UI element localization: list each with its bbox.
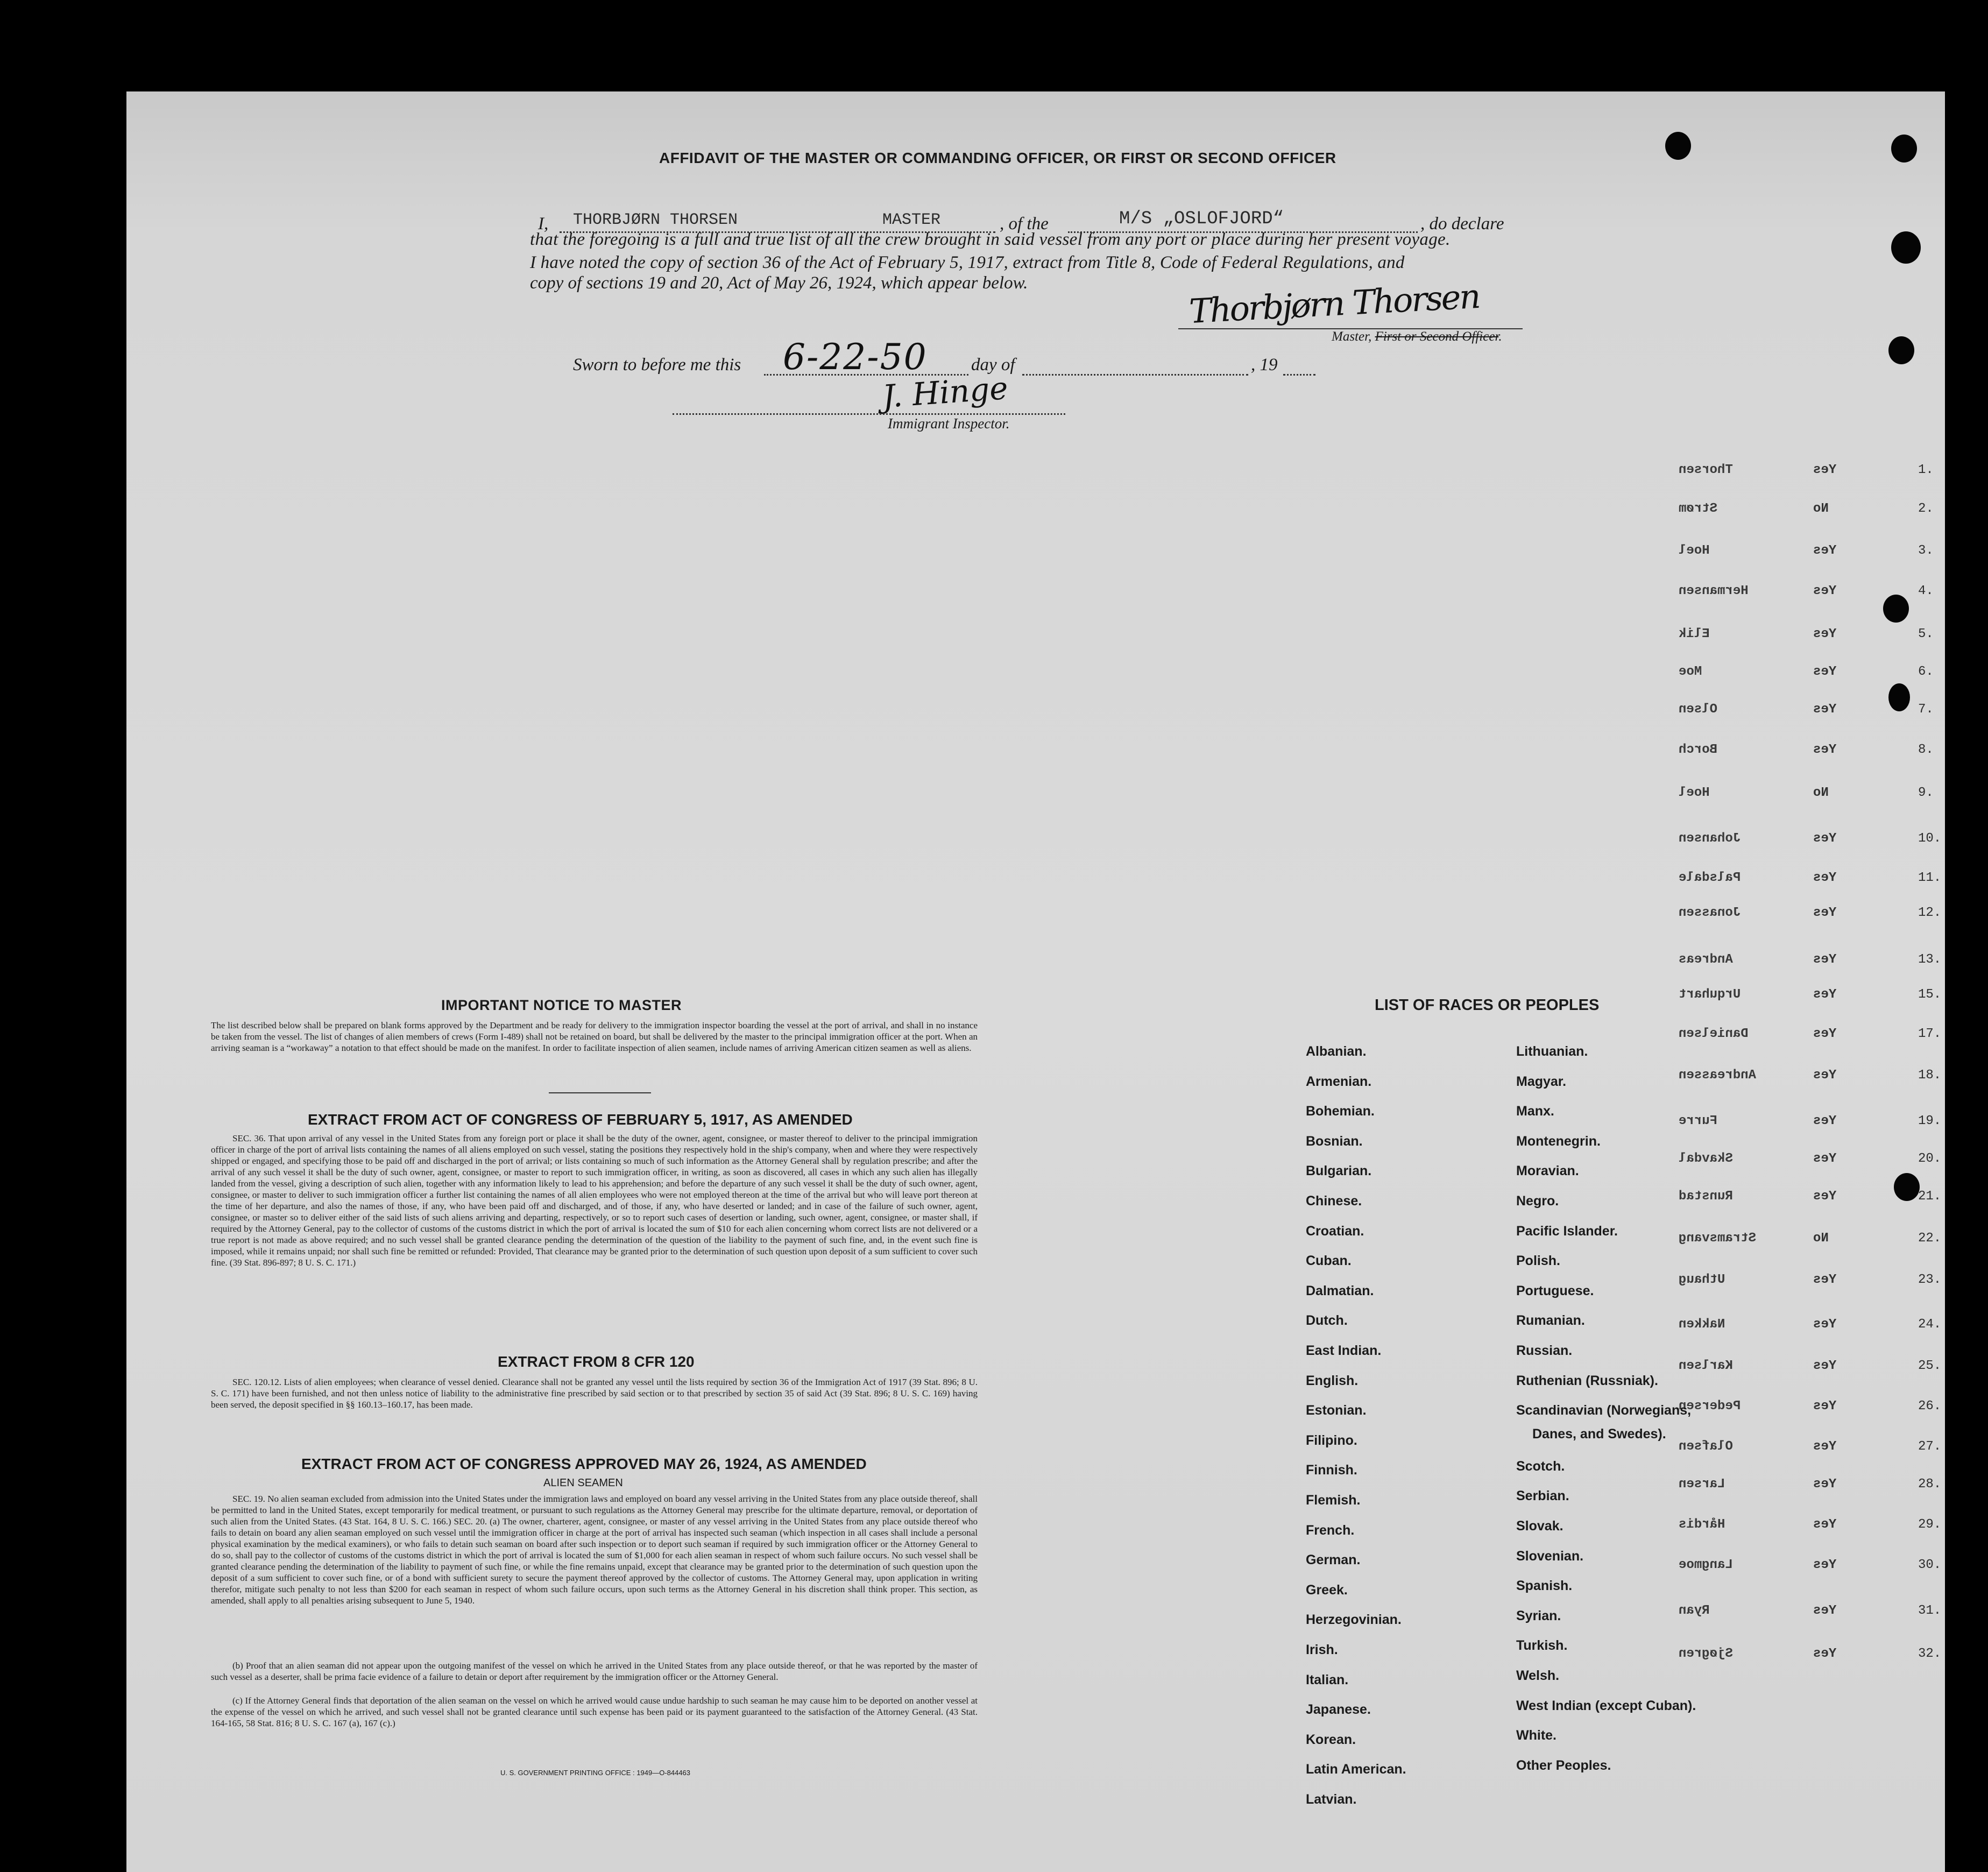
notice-body: The list described below shall be prepared on blank forms approved by the Department and be ready for delivery to the immigration inspector boarding the vessel at the port of arrival, and shall in no instance be taken from the vessel. The list of changes of alien members of crews (Form I-489) shall not be retained on board, but shall be delivered by the master to the principal immigration officer at the port. When an arriving seaman is a “workaway” a notation to that effect should be made on the manifest. In order to facilitate inspection of alien seamen, include names of arriving American citizen seamen as well as aliens. [211,1020,978,1053]
row-number: 31. [1918,1603,1942,1618]
race-item: Slovak. [1516,1518,1563,1534]
race-item: Scotch. [1516,1458,1565,1474]
row-number: 4. [1918,584,1934,598]
row-citizen-flag: No [1813,501,1829,516]
race-item: Slovenian. [1516,1548,1584,1564]
row-number: 25. [1918,1359,1942,1373]
row-citizen-flag: No [1813,786,1829,800]
row-surname: Furre [1679,1114,1718,1128]
row-citizen-flag: Yes [1813,871,1837,885]
race-item: Croatian. [1306,1223,1364,1239]
row-surname: Moe [1679,665,1702,679]
row-number: 5. [1918,627,1934,641]
row-number: 2. [1918,501,1934,516]
row-citizen-flag: Yes [1813,1647,1837,1661]
printing-office-line: U. S. GOVERNMENT PRINTING OFFICE : 1949—O-844463 [500,1769,691,1777]
race-item: Magyar. [1516,1073,1567,1089]
row-number: 7. [1918,702,1934,717]
race-item: English. [1306,1373,1359,1388]
race-item: Dutch. [1306,1313,1348,1329]
race-item: Latvian. [1306,1792,1357,1807]
row-number: 24. [1918,1317,1942,1332]
caption-master: Master, [1332,329,1372,344]
race-item: Japanese. [1306,1702,1371,1718]
extract-1924-subtitle: ALIEN SEAMEN [543,1477,623,1489]
race-item: Spanish. [1516,1578,1573,1594]
caption-end: . [1498,329,1502,344]
row-surname: Olafsen [1679,1439,1733,1454]
row-surname: Sjøgren [1679,1647,1733,1661]
row-surname: Hermansen [1679,584,1749,598]
row-number: 22. [1918,1231,1942,1246]
row-number: 12. [1918,906,1942,920]
row-citizen-flag: Yes [1813,702,1837,717]
row-citizen-flag: Yes [1813,1399,1837,1414]
row-citizen-flag: Yes [1813,1558,1837,1572]
race-item: East Indian. [1306,1343,1382,1358]
caption-struck: First or Second Officer [1375,329,1499,344]
race-item: Montenegrin. [1516,1133,1601,1149]
race-item: White. [1516,1728,1557,1743]
race-item: Filipino. [1306,1432,1357,1448]
row-citizen-flag: No [1813,1231,1829,1246]
row-surname: Johansen [1679,831,1741,846]
row-citizen-flag: Yes [1813,1027,1837,1041]
affidavit-line3: I have noted the copy of section 36 of the Act of February 5, 1917, extract from Title 8, Code of Federal Regulations, and [530,253,1405,272]
row-citizen-flag: Yes [1813,1273,1837,1287]
race-item: Rumanian. [1516,1313,1585,1329]
race-item: Chinese. [1306,1193,1362,1209]
extract-1917-body: SEC. 36. That upon arrival of any vessel in the United States from any foreign port or place it shall be the duty of the owner, agent, consignee, or master thereof to deliver to the principal immigration officer in charge of the port of arrival lists containing the names of all aliens employed on such vessel, stating the positions they respectively hold in the ship's company, when and where they were respectively shipped or engaged, and specifying those to be paid off and discharged in the port of arrival; or lists containing so much of such information as the Attorney General shall by regulation prescribe; and after the arrival of any such vessel it shall be the duty of such owner, agent, consignee, or master to report to such immigration officer, in writing, as soon as discovered, all cases in which any such alien has illegally landed from the vessel, giving a description of such alien, together with any information likely to lead to his apprehension; and before the departure of any such vessel it shall be the duty of such owner, agent, consignee, or master to deliver to such immigration officer a further list containing the names of all alien employees who were not employed thereon at the time of the arrival but who will leave port thereon at the time of her departure, and also the names of those, if any, who have been paid off and discharged, and of those, if any, who have deserted or landed; and in case of the failure of such owner, agent, consignee, or master so to deliver either of the said lists of such aliens arriving and departing, respectively, or so to report such cases of desertion or landing, such owner, agent, consignee, or master shall, if required by the Attorney General, pay to the collector of customs of the customs district in which the port of arrival is located the sum of $10 for each alien concerning whom correct lists are not delivered or a true report is not made as above required; and no such vessel shall be granted clearance pending the determination of the question of the liability to the payment of such fine, and, in the event such fine is imposed, while it remains unpaid; nor shall such fine be remitted or refunded: Provided, That clearance may be granted prior to the determination of such question upon deposit of a sum sufficient to cover such fine. (39 Stat. 896-897; 8 U. S. C. 171.) [211,1133,978,1268]
month-line [1022,374,1248,376]
row-citizen-flag: Yes [1813,1189,1837,1204]
row-number: 11. [1918,871,1942,885]
row-surname: Karlsen [1679,1359,1733,1373]
inspector-line [673,413,1065,415]
row-citizen-flag: Yes [1813,1439,1837,1454]
row-citizen-flag: Yes [1813,987,1837,1002]
row-citizen-flag: Yes [1813,906,1837,920]
officer-name: THORBJØRN THORSEN [573,211,738,229]
row-citizen-flag: Yes [1813,463,1837,477]
race-item: Serbian. [1516,1488,1569,1504]
extract-1924-title: EXTRACT FROM ACT OF CONGRESS APPROVED MAY 26, 1924, AS AMENDED [301,1456,867,1472]
row-number: 17. [1918,1027,1942,1041]
row-number: 27. [1918,1439,1942,1454]
race-item: Italian. [1306,1672,1349,1687]
row-surname: Pedersen [1679,1399,1741,1414]
race-item: Negro. [1516,1193,1559,1209]
extract-1924-body: SEC. 19. No alien seaman excluded from admission into the United States under the immigration laws and employed on board any vessel arriving in the United States from any place outside thereof, shall be permitted to land in the United States, except temporarily for medical treatment, or pursuant to such regulations as the Attorney General may prescribe for the ultimate departure, removal, or deportation of such alien from the United States. (43 Stat. 164, 8 U. S. C. 166.) SEC. 20. (a) The owner, charterer, agent, consignee, or master of any vessel arriving in the United States from any place outside thereof who fails to detain on board any alien seaman employed on such vessel until the immigration officer in charge at the port of arrival has inspected such seaman (which inspection in all cases shall include a personal physical examination by the medical examiners), or who fails to detain such seaman on board after such inspection or to deport such seaman if required by such immigration officer or the Attorney General to do so, shall pay to the collector of customs of the customs district in which the port of arrival is located the sum of $1,000 for each alien seaman in respect of whom such failure occurs. No such vessel shall be granted clearance pending the determination of the liability to payment of such fine, or while the fine remains unpaid, except that clearance may be granted prior to the determination of such question upon the deposit of a sum sufficient to cover such fine, or of a bond with sufficient surety to secure the payment thereof approved by the collector of customs. The Attorney General may, upon application in writing therefor, mitigate such penalty to not less than $200 for each seaman in respect of whom such failure occurs, upon such terms as the Attorney General in his discretion shall think proper. This section, as amended, shall apply to all penalties arising subsequent to June 5, 1940. [211,1494,978,1606]
race-item: Moravian. [1516,1163,1579,1179]
row-surname: Borch [1679,743,1718,757]
race-item: Other Peoples. [1516,1757,1611,1773]
inspector-signature: J. Hinge [881,369,1009,415]
row-surname: Stramsvang [1679,1231,1757,1246]
row-citizen-flag: Yes [1813,1152,1837,1166]
row-citizen-flag: Yes [1813,627,1837,641]
row-surname: Ryan [1679,1603,1710,1618]
race-item: Danes, and Swedes). [1532,1426,1666,1442]
row-number: 18. [1918,1068,1942,1083]
row-surname: Olsen [1679,702,1718,717]
race-item: West Indian (except Cuban). [1516,1698,1696,1713]
extract-cfr-title: EXTRACT FROM 8 CFR 120 [498,1353,695,1370]
race-item: Estonian. [1306,1403,1367,1418]
races-title: LIST OF RACES OR PEOPLES [1375,997,1600,1014]
race-item: Pacific Islander. [1516,1223,1618,1239]
row-surname: Hoel [1679,543,1710,558]
row-number: 10. [1918,831,1942,846]
race-item: Russian. [1516,1343,1573,1358]
master-signature: Thorbjørn Thorsen [1188,276,1480,331]
officer-rank: MASTER [882,211,941,229]
row-citizen-flag: Yes [1813,1317,1837,1332]
row-surname: Langmoe [1679,1558,1733,1572]
race-item: Ruthenian (Russniak). [1516,1373,1658,1388]
row-number: 13. [1918,952,1942,967]
row-number: 8. [1918,743,1934,757]
affidavit-line1-prefix: I, [538,214,549,234]
row-surname: Strøm [1679,501,1718,516]
row-citizen-flag: Yes [1813,1359,1837,1373]
race-item: Polish. [1516,1253,1560,1269]
race-item: Lithuanian. [1516,1044,1588,1059]
race-item: Latin American. [1306,1762,1406,1777]
affidavit-line2: that the foregoing is a full and true list of all the crew brought in said vessel from any port or place during her present voyage. [530,230,1451,249]
row-citizen-flag: Yes [1813,1517,1837,1532]
row-surname: Runstad [1679,1189,1733,1204]
row-number: 3. [1918,543,1934,558]
row-citizen-flag: Yes [1813,665,1837,679]
notice-title: IMPORTANT NOTICE TO MASTER [441,997,682,1013]
row-surname: Larsen [1679,1477,1725,1492]
inspector-caption: Immigrant Inspector. [888,415,1010,432]
extract-1924-body-c: (c) If the Attorney General finds that deportation of the alien seaman on the vessel on which he arrived would cause undue hardship to such seaman he may cause him to be deported on another vessel at the expense of the vessel on which he arrived, and such vessel shall not be granted clearance until such expense has been paid or its payment guaranteed to the satisfaction of the Attorney General. (43 Stat. 164-165, 58 Stat. 816; 8 U. S. C. 167 (a), 167 (c).) [211,1696,978,1728]
row-citizen-flag: Yes [1813,952,1837,967]
row-citizen-flag: Yes [1813,831,1837,846]
row-number: 21. [1918,1189,1942,1204]
affidavit-line4: copy of sections 19 and 20, Act of May 26, 1924, which appear below. [530,273,1028,293]
row-surname: Uthaug [1679,1273,1725,1287]
row-number: 1. [1918,463,1934,477]
race-item: Turkish. [1516,1638,1568,1654]
sworn-prefix: Sworn to before me this [573,355,741,375]
vessel-name: M/S „OSLOFJORD“ [1119,209,1284,229]
year-line [1283,374,1315,376]
sworn-date: 6-22-50 [783,336,928,378]
race-item: Scandinavian (Norwegians, [1516,1403,1692,1418]
row-number: 26. [1918,1399,1942,1414]
row-surname: Palsdale [1679,871,1741,885]
row-surname: Andreas [1679,952,1733,967]
row-surname: Thorsen [1679,463,1733,477]
row-number: 32. [1918,1647,1942,1661]
affidavit-heading: AFFIDAVIT OF THE MASTER OR COMMANDING OFFICER, OR FIRST OR SECOND OFFICER [659,150,1336,166]
punch-hole [1894,1173,1920,1201]
day-of-label: day of [971,355,1015,375]
row-citizen-flag: Yes [1813,1114,1837,1128]
row-number: 19. [1918,1114,1942,1128]
race-item: Armenian. [1306,1073,1372,1089]
row-number: 20. [1918,1152,1942,1166]
row-citizen-flag: Yes [1813,1068,1837,1083]
extract-1917-title: EXTRACT FROM ACT OF CONGRESS OF FEBRUARY 5, 1917, AS AMENDED [308,1111,853,1128]
race-item: Bohemian. [1306,1104,1375,1119]
row-number: 28. [1918,1477,1942,1492]
row-number: 29. [1918,1517,1942,1532]
race-item: Bulgarian. [1306,1163,1372,1179]
row-surname: Nakken [1679,1317,1725,1332]
punch-hole [1891,231,1921,264]
row-surname: Jonassen [1679,906,1741,920]
race-item: French. [1306,1522,1355,1538]
row-number: 9. [1918,786,1934,800]
row-surname: Hoel [1679,786,1710,800]
row-number: 23. [1918,1273,1942,1287]
row-citizen-flag: Yes [1813,743,1837,757]
year-prefix: , 19 [1251,355,1278,375]
race-item: Syrian. [1516,1608,1561,1623]
race-item: Herzegovinian. [1306,1612,1402,1628]
row-surname: Elik [1679,627,1710,641]
race-item: Greek. [1306,1582,1348,1598]
race-item: Flemish. [1306,1493,1361,1508]
row-citizen-flag: Yes [1813,1603,1837,1618]
race-item: Cuban. [1306,1253,1352,1269]
race-item: Manx. [1516,1104,1554,1119]
punch-hole [1883,595,1909,623]
race-item: Dalmatian. [1306,1283,1374,1298]
row-surname: Urquhart [1679,987,1741,1002]
row-number: 6. [1918,665,1934,679]
race-item: German. [1306,1552,1361,1568]
row-surname: Danielsen [1679,1027,1749,1041]
race-item: Portuguese. [1516,1283,1594,1298]
race-item: Welsh. [1516,1668,1560,1683]
race-item: Albanian. [1306,1044,1367,1059]
race-item: Korean. [1306,1732,1356,1747]
of-the-label: , of the [1000,214,1049,234]
row-number: 15. [1918,987,1942,1002]
row-citizen-flag: Yes [1813,584,1837,598]
extract-1924-body-b: (b) Proof that an alien seaman did not appear upon the outgoing manifest of the vessel on which he arrived in the United States from any place outside thereof, or that he was reported by the master of such vessel as a deserter, shall be prima facie evidence of a failure to detain or deport after requirement by the immigration officer or the Attorney General. [211,1661,978,1682]
punch-hole [1891,135,1917,163]
row-citizen-flag: Yes [1813,543,1837,558]
row-surname: Hårdis [1679,1517,1725,1532]
divider [549,1092,651,1093]
punch-hole [1888,336,1914,364]
row-surname: Andreassen [1679,1068,1757,1083]
row-number: 30. [1918,1558,1942,1572]
signature-caption [1332,329,1502,344]
race-item: Irish. [1306,1642,1338,1657]
punch-hole [1888,683,1910,711]
extract-cfr-body: SEC. 120.12. Lists of alien employees; when clearance of vessel denied. Clearance shall not be granted any vessel until the lists required by section 36 of the Immigration Act of 1917 (39 Stat. 896; 8 U. S. C. 171) have been furnished, and not then unless notice of liability to the administrative fine prescribed by said section or to that prescribed by section 35 of said Act (39 Stat. 896; 8 U. S. C. 169) having been served, the deposit specified in §§ 160.13–160.17, has been made. [211,1377,978,1410]
do-declare-label: , do declare [1420,214,1504,234]
punch-hole [1665,132,1691,160]
race-item: Bosnian. [1306,1133,1363,1149]
row-citizen-flag: Yes [1813,1477,1837,1492]
row-surname: Skavdal [1679,1152,1733,1166]
race-item: Finnish. [1306,1463,1357,1478]
